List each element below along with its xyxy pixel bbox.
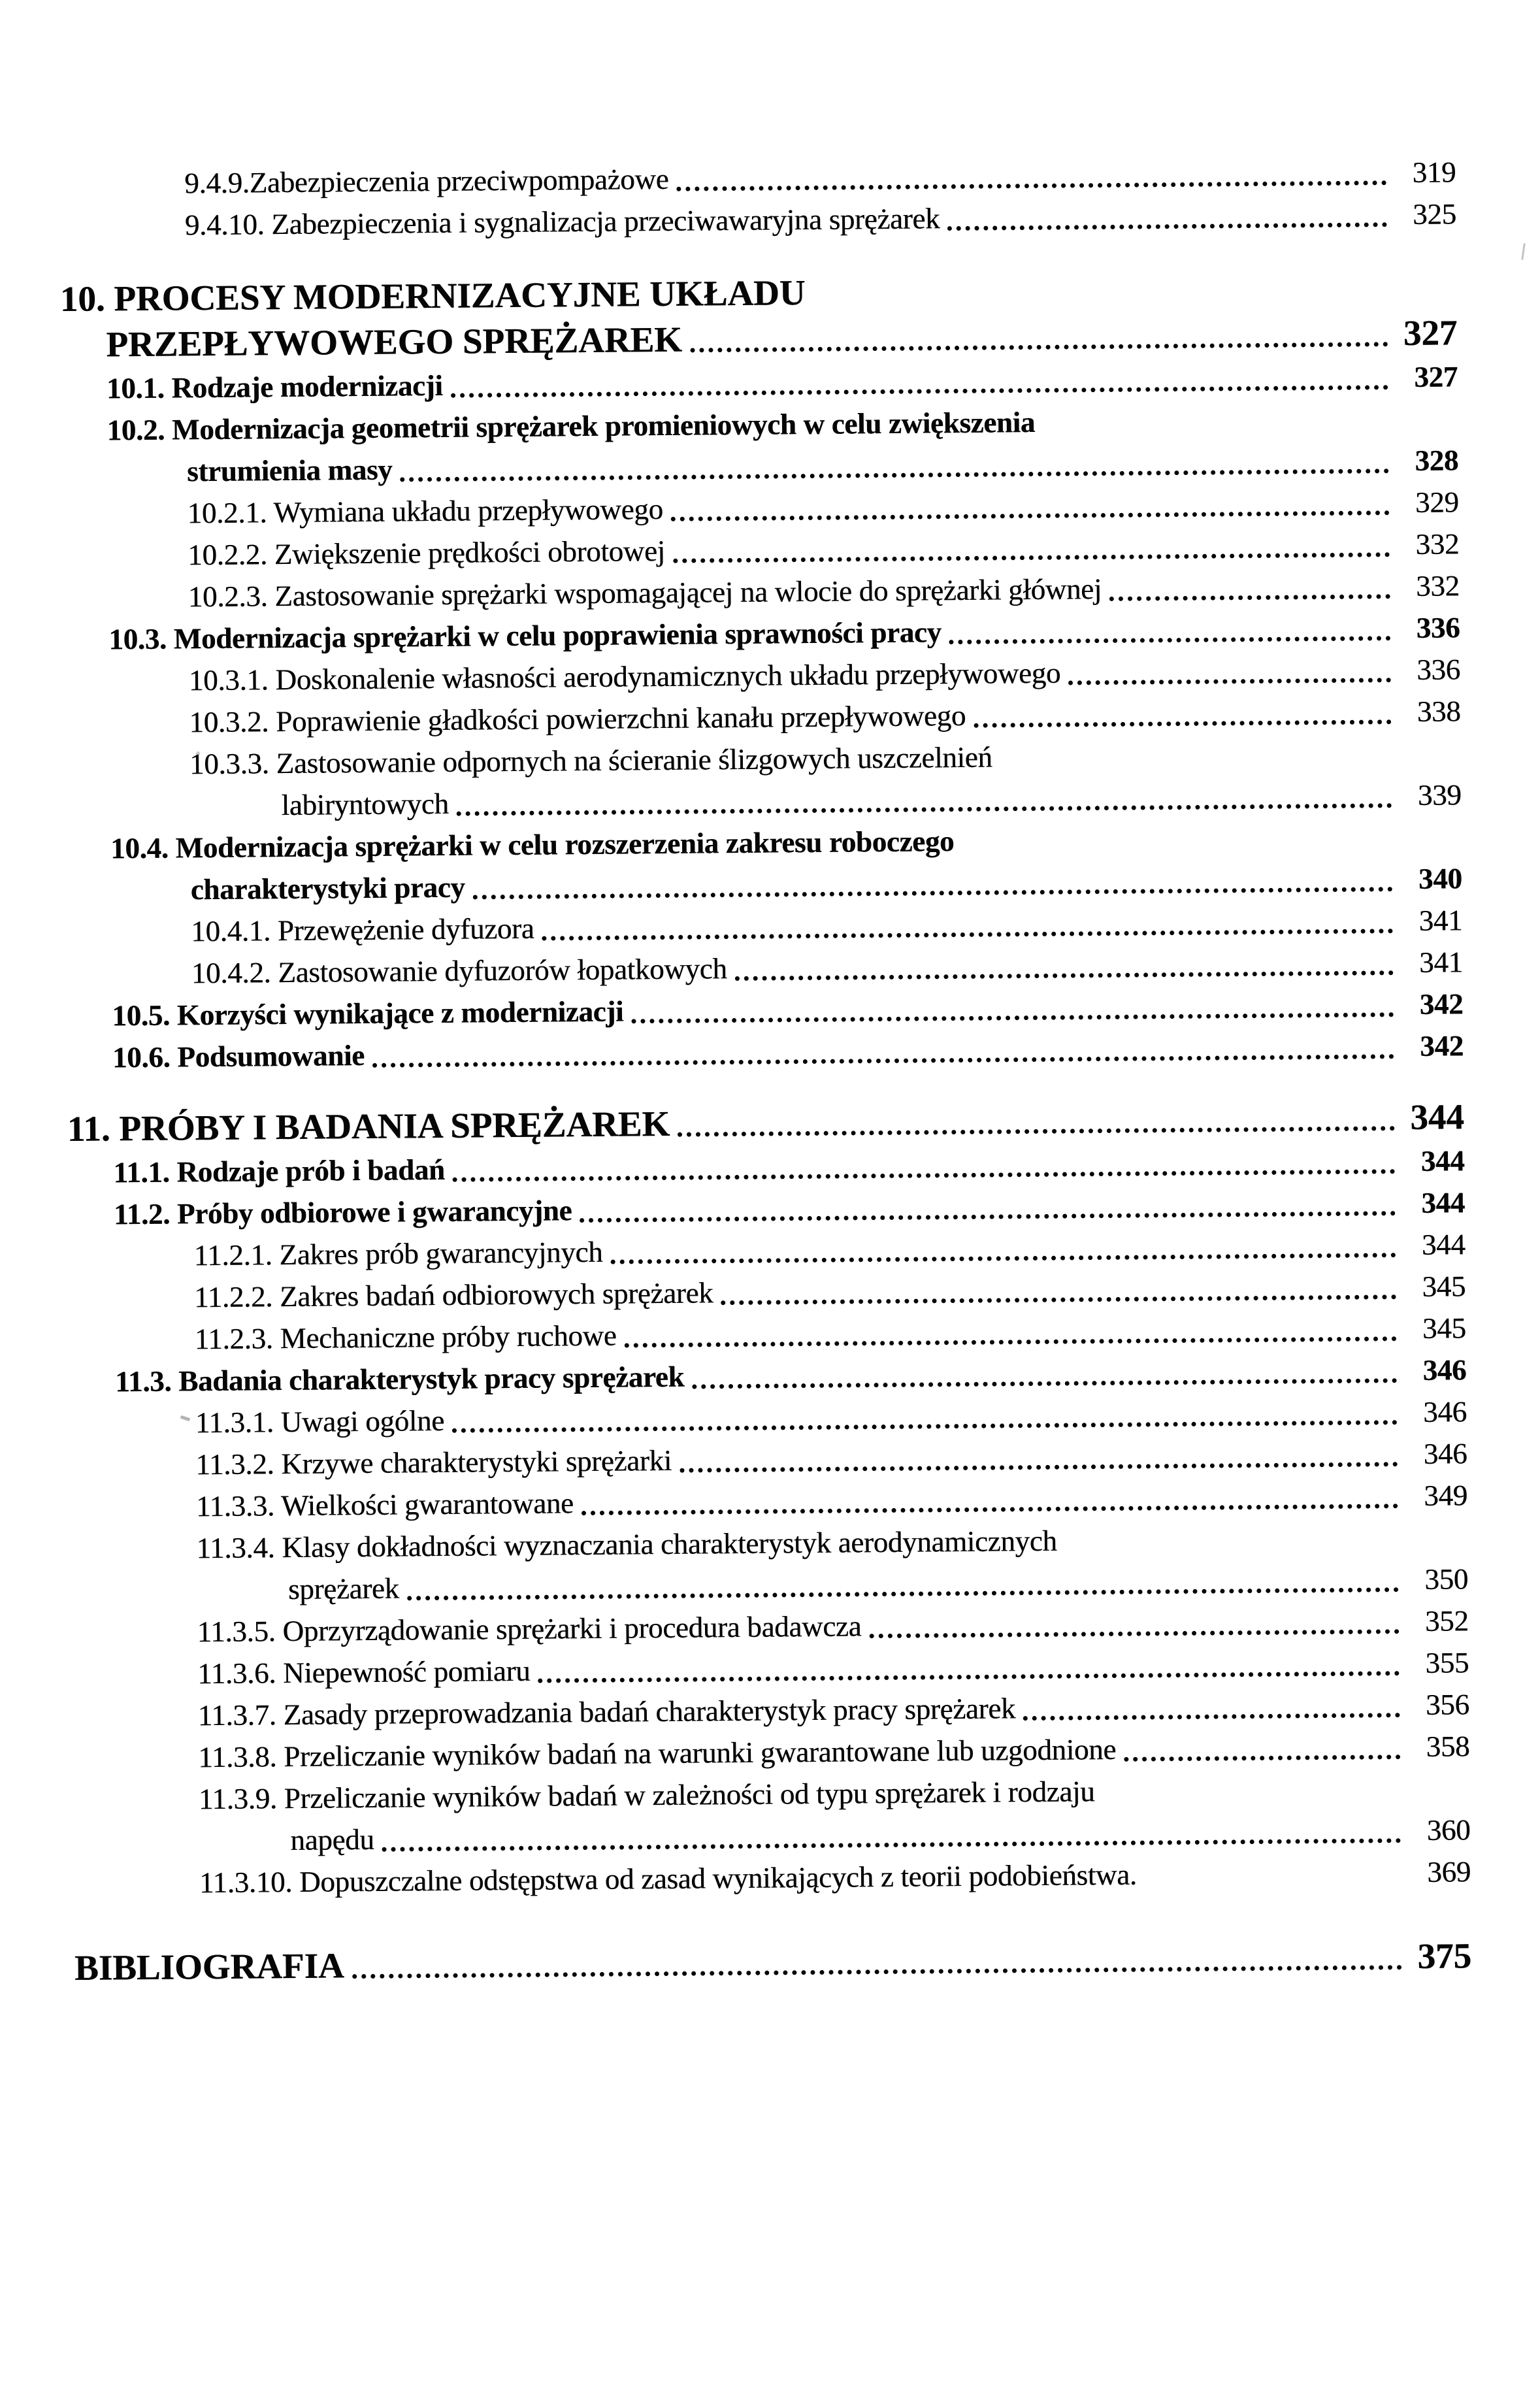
toc-page-number: 358 [1426,1730,1470,1763]
toc-entry-text: 11.3.6. Niepewność pomiaru [197,1654,531,1690]
toc-page-number: 336 [1417,653,1461,686]
toc-dot-leader [631,1012,1394,1023]
toc-page-number: 344 [1421,1186,1466,1219]
toc-entry-text: 9.4.9.Zabezpieczenia przeciwpompażowe [184,162,669,200]
toc-dot-leader [974,719,1391,728]
toc-dot-leader [352,1965,1402,1979]
toc-dot-leader [453,1169,1396,1182]
toc-page-number: 328 [1415,444,1459,477]
toc-page-number: 346 [1422,1353,1467,1387]
toc-page-number: 341 [1418,946,1463,979]
toc-dot-leader [624,1336,1396,1347]
toc-entry-text: 10.2. Modernizacja geometrii sprężarek promieniowych w celu zwiększenia [106,405,1036,447]
toc-dot-leader [947,222,1387,231]
toc-dot-leader [1124,1755,1400,1762]
toc-entry-text: 11.2. Próby odbiorowe i gwarancyjne [113,1194,572,1231]
toc-entry-text: BIBLIOGRAFIA [74,1945,344,1988]
toc-dot-leader [678,1126,1395,1137]
toc-entry-text: 10.3.1. Doskonalenie własności aerodynamicznych układu przepływowego [188,656,1061,697]
toc-page-number: 346 [1422,1395,1467,1428]
toc-page-number: 327 [1414,360,1458,393]
toc-entry-text: 11.3. Badania charakterystyk pracy sprężarek [115,1360,685,1398]
toc-page-number: 369 [1427,1855,1471,1888]
toc-entry-text: 10.1. Rodzaje modernizacji [106,369,443,405]
toc-page-number: 342 [1419,987,1464,1021]
toc-dot-leader [692,1378,1397,1389]
toc-dot-leader [949,636,1391,644]
toc-entry-text: 10.4. Modernizacja sprężarki w celu rozszerzenia zakresu roboczego [110,825,955,865]
toc-dot-leader [538,1671,1400,1683]
toc-dot-leader [473,887,1393,899]
toc-page-number: 356 [1425,1688,1469,1721]
toc-entry-text: 11.2.3. Mechaniczne próby ruchowe [194,1319,617,1356]
toc-dot-leader [1068,678,1391,685]
toc-page-number: 345 [1422,1270,1466,1303]
toc-dot-leader [457,803,1392,816]
toc-page-number: 360 [1426,1813,1471,1847]
toc-entry-text: 11.3.5. Oprzyrządowanie sprężarki i procedura badawcza [197,1609,862,1649]
toc-page-number: 346 [1423,1437,1467,1470]
toc-entry-text: 11.3.7. Zasady przeprowadzania badań charakterystyk pracy sprężarek [197,1692,1016,1732]
toc-entry-text: charakterystyki pracy [190,870,465,906]
table-of-contents [59,151,1471,1991]
toc-page-number: 342 [1420,1029,1464,1063]
toc-entry-text: labiryntowych [281,787,449,822]
toc-dot-leader [1023,1713,1400,1721]
toc-entry-text: 10.4.2. Zastosowanie dyfuzorów łopatkowych [191,952,727,990]
toc-page-number: 375 [1417,1936,1472,1976]
toc-entry-text: 10.2.2. Zwiększenie prędkości obrotowej [188,534,666,572]
toc-page-number: 340 [1418,862,1462,895]
toc-page-number: 319 [1412,156,1456,189]
toc-entry-text: 10.3.2. Poprawienie gładkości powierzchni kanału przepływowego [189,699,966,739]
toc-entry-text: 11.1. Rodzaje prób i badań [113,1153,445,1189]
toc-page-number: 344 [1421,1228,1466,1261]
toc-entry-text: 11.2.2. Zakres badań odbiorowych sprężarek [193,1276,713,1314]
toc-entry-text: napędu [290,1822,374,1857]
toc-entry-text: 11.3.1. Uwagi ogólne [195,1404,445,1440]
toc-page-number: 352 [1424,1604,1469,1638]
toc-entry-text: 11.3.10. Dopuszczalne odstępstwa od zasad wynikających z teorii podobieństwa. [199,1858,1137,1900]
toc-dot-leader [610,1253,1396,1264]
scan-speck [196,751,200,755]
toc-entry-text: 11.3.4. Klasy dokładności wyznaczania charakterystyk aerodynamicznych [196,1524,1057,1565]
toc-page-number: 350 [1424,1562,1469,1596]
toc-entry-text: 10. PROCESY MODERNIZACYJNE UKŁADU [59,272,806,319]
toc-entry-text: 11.3.8. Przeliczanie wyników badań na warunki gwarantowane lub uzgodnione [198,1732,1117,1774]
toc-dot-leader [382,1838,1401,1852]
toc-entry-text: 10.2.3. Zastosowanie sprężarki wspomagającej na wlocie do sprężarki głównej [188,572,1102,614]
toc-page-number: 339 [1417,778,1462,812]
toc-entry-text: 9.4.10. Zabezpieczenia i sygnalizacja przeciwawaryjna sprężarek [184,202,940,242]
toc-page-number: 349 [1424,1479,1468,1512]
toc-entry-text: 11. PRÓBY I BADANIA SPRĘŻAREK [67,1103,670,1149]
toc-page-number: 336 [1416,611,1460,644]
toc-page-number: 325 [1412,197,1456,231]
toc-dot-leader [582,1504,1398,1515]
toc-dot-leader [451,385,1388,398]
toc-page-number: 329 [1415,486,1459,519]
toc-dot-leader [372,1054,1394,1068]
toc-page-number: 338 [1417,695,1461,728]
scan-speck [1521,243,1526,260]
toc-entry-text: 10.3.3. Zastosowanie odpornych na ścieranie ślizgowych uszczelnień [189,740,992,781]
toc-dot-leader [676,180,1386,191]
toc-dot-leader [1109,594,1390,601]
toc-dot-leader [735,970,1394,981]
toc-entry-text: 10.3. Modernizacja sprężarki w celu poprawienia sprawności pracy [108,616,942,656]
toc-page-number: 355 [1425,1646,1469,1679]
toc-page-number: 344 [1410,1096,1465,1138]
toc-page-number: 341 [1418,904,1463,937]
toc-entry-text: 10.4.1. Przewężenie dyfuzora [191,912,534,948]
toc-entry-text: PRZEPŁYWOWEGO SPRĘŻAREK [106,319,683,365]
toc-page-number: 345 [1422,1311,1466,1345]
toc-entry-text: 11.2.1. Zakres prób gwarancyjnych [193,1235,603,1272]
toc-dot-leader [869,1629,1399,1638]
toc-entry-text: strumienia masy [186,453,393,488]
toc-dot-leader [680,1462,1398,1473]
toc-dot-leader [400,469,1389,482]
toc-entry-text: 10.2.1. Wymiana układu przepływowego [187,492,663,530]
toc-entry-text: 11.3.9. Przeliczanie wyników badań w zależności od typu sprężarek i rodzaju [198,1775,1095,1816]
toc-dot-leader [721,1294,1396,1305]
toc-page-number: 327 [1403,312,1458,354]
toc-dot-leader [542,929,1393,940]
toc-dot-leader [452,1420,1398,1433]
toc-entry-text: 10.5. Korzyści wynikające z modernizacji [112,995,624,1032]
toc-dot-leader [673,552,1390,563]
toc-entry-text: 11.3.3. Wielkości gwarantowane [195,1487,574,1523]
toc-dot-leader [407,1587,1399,1600]
toc-dot-leader [580,1211,1396,1223]
toc-entry-text: 11.3.2. Krzywe charakterystyki sprężarki [195,1443,672,1481]
toc-page-number: 332 [1415,527,1460,561]
toc-entry-text: sprężarek [287,1572,399,1606]
toc-page-number: 344 [1420,1144,1465,1178]
toc-dot-leader [671,510,1390,521]
toc-page-number: 332 [1415,569,1460,602]
toc-entry-text: 10.6. Podsumowanie [112,1038,365,1074]
toc-dot-leader [690,342,1388,352]
toc-entry [74,1933,1472,1991]
